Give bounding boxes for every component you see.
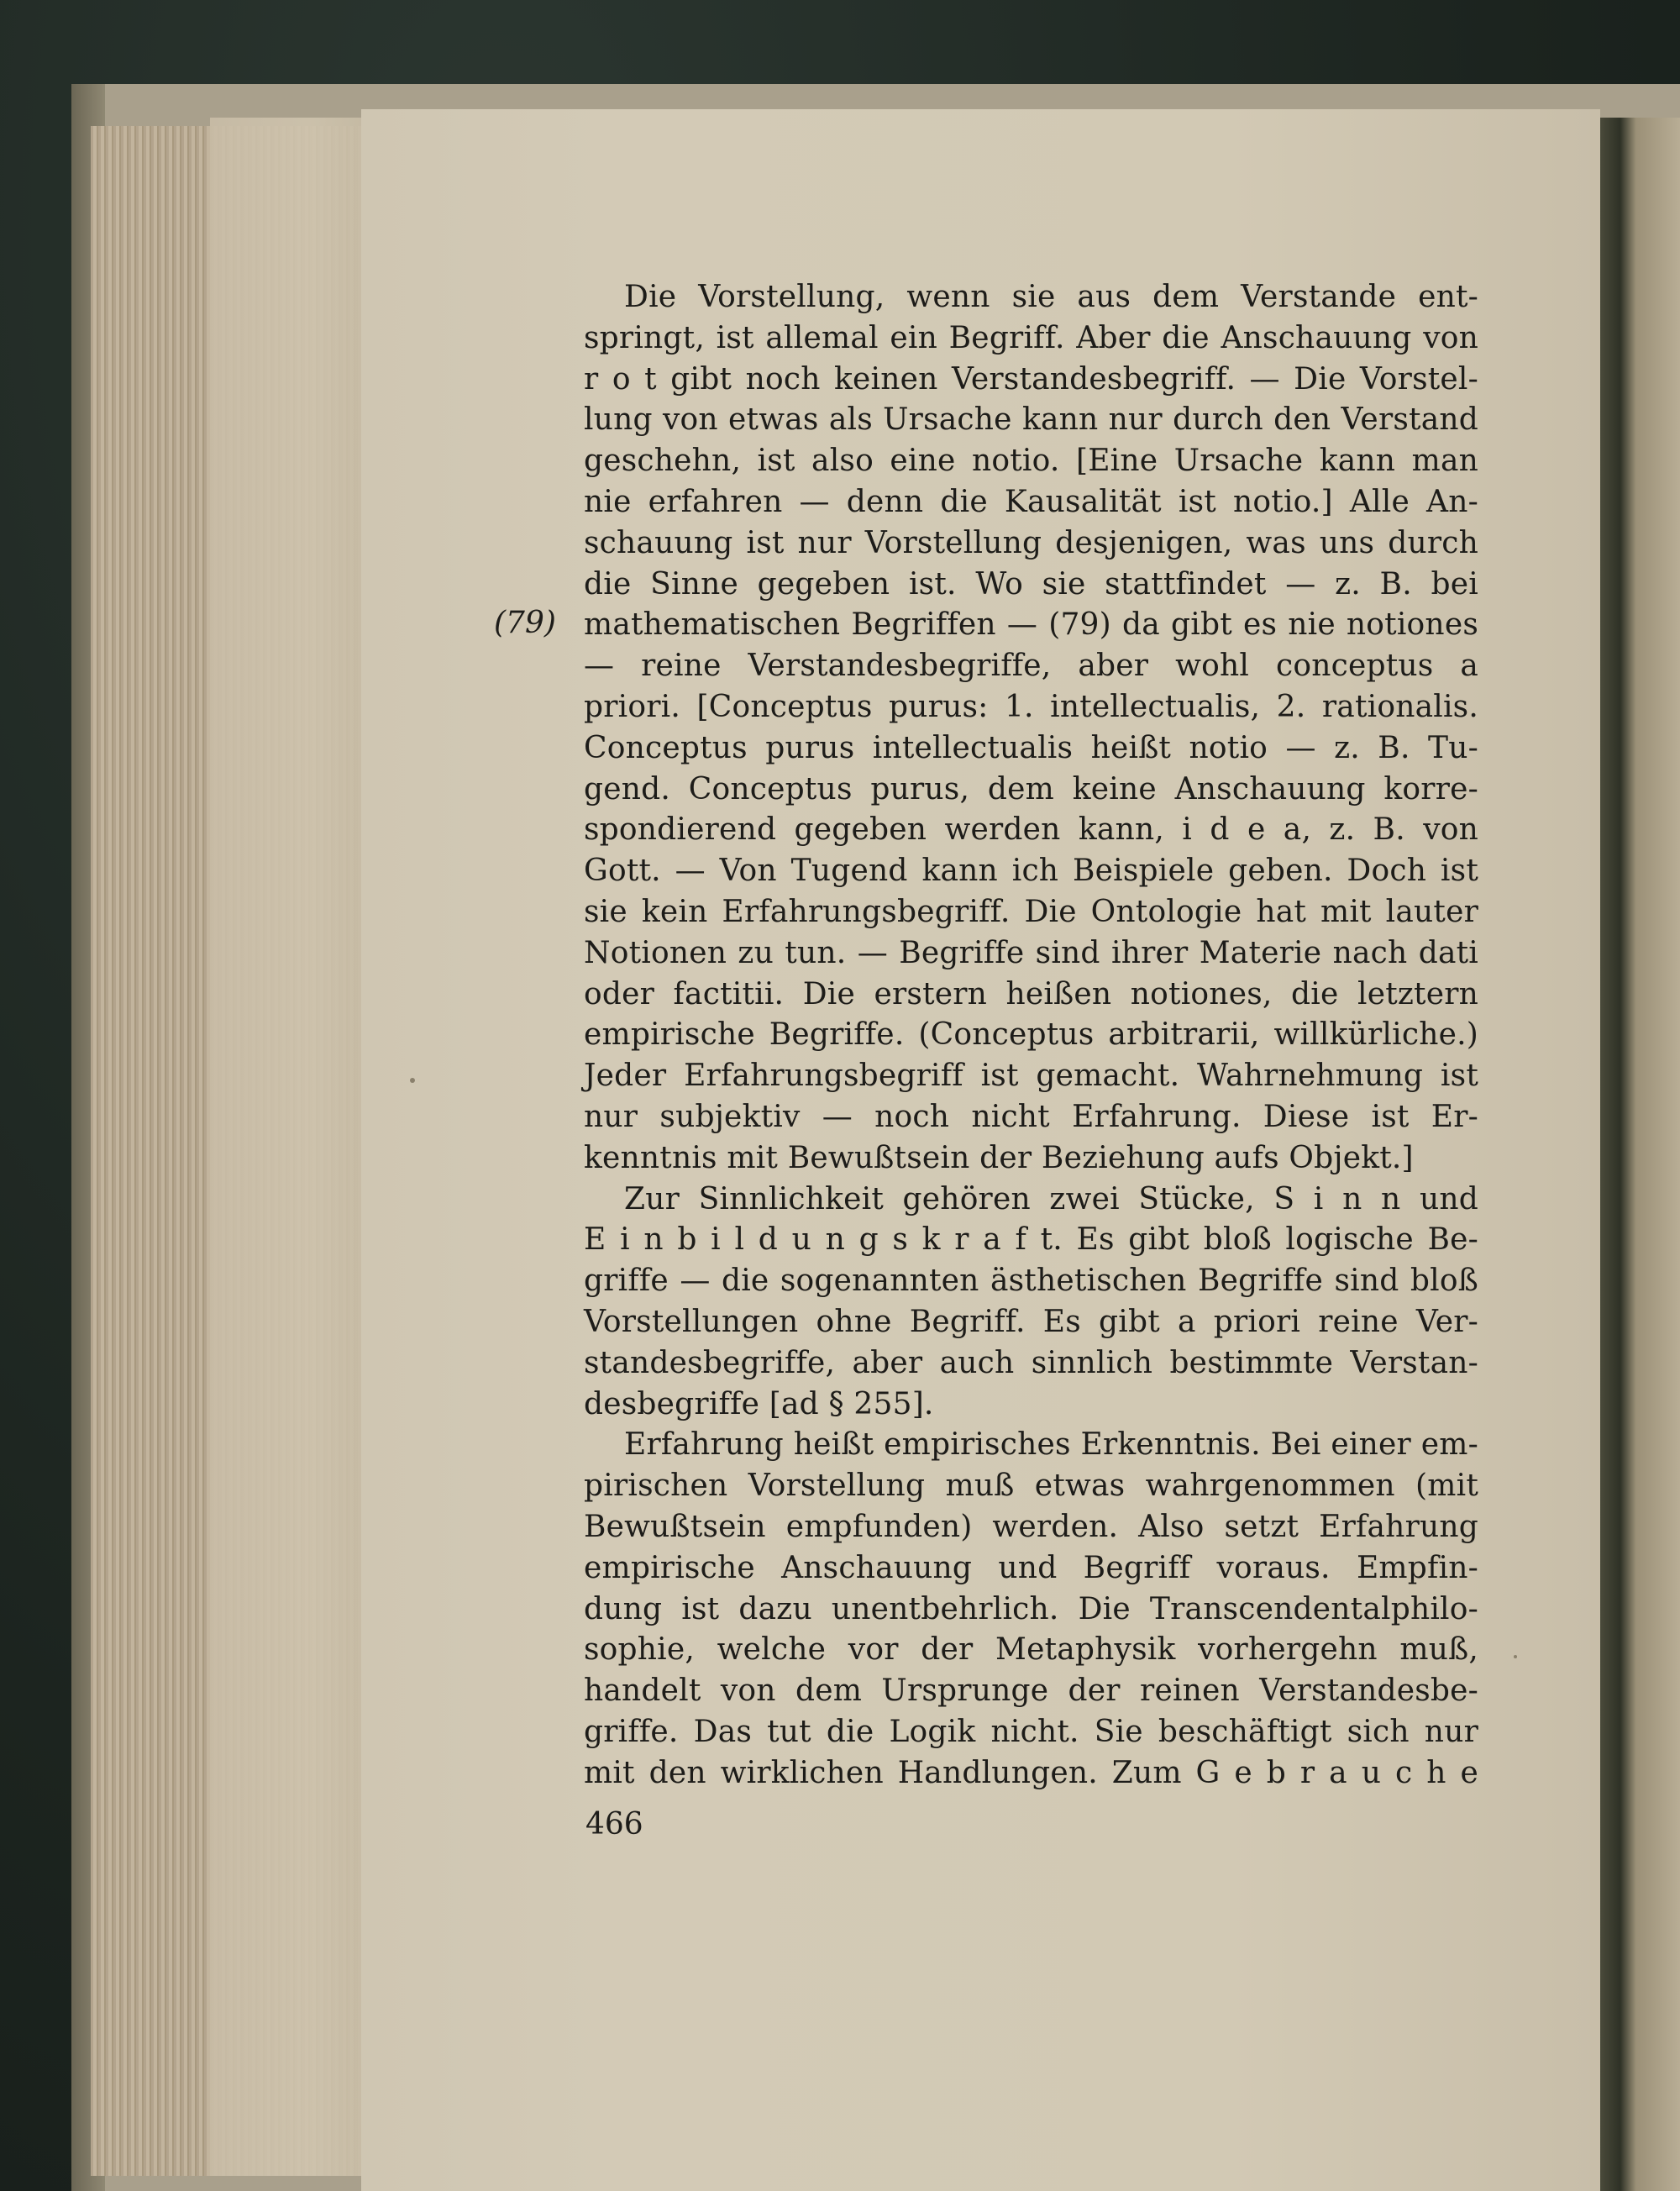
text-line: die Sinne gegeben ist. Wo sie stattfindet — z. B. bei bbox=[584, 566, 1478, 602]
text-line: standesbegriffe, aber auch sinnlich bestimmte Verstan- bbox=[584, 1345, 1478, 1380]
body-text bbox=[584, 277, 1478, 1794]
text-line: mit den wirklichen Handlungen. Zum G e b r a u c h e bbox=[584, 1755, 1478, 1790]
paragraph bbox=[584, 277, 1478, 1180]
text-line: Jeder Erfahrungsbegriff ist gemacht. Wahrnehmung ist bbox=[584, 1059, 1478, 1094]
text-line: springt, ist allemal ein Begriff. Aber die Anschauung von bbox=[584, 320, 1478, 355]
text-line: Bewußtsein empfunden) werden. Also setzt Erfahrung bbox=[584, 1509, 1478, 1544]
text-line: desbegriffe [ad § 255]. bbox=[584, 1386, 934, 1421]
margin-page-reference: (79) bbox=[494, 606, 556, 640]
text-line: griffe. Das tut die Logik nicht. Sie beschäftigt sich nur bbox=[584, 1714, 1478, 1749]
text-line: Erfahrung heißt empirisches Erkenntnis. Bei einer em- bbox=[624, 1427, 1478, 1463]
text-line: priori. [Conceptus purus: 1. intellectualis, 2. rationalis. bbox=[584, 689, 1478, 724]
text-line: Gott. — Von Tugend kann ich Beispiele geben. Doch ist bbox=[584, 854, 1478, 889]
text-line: nie erfahren — denn die Kausalität ist notio.] Alle An- bbox=[584, 484, 1478, 519]
paper-speck bbox=[1514, 1655, 1517, 1658]
text-line: sophie, welche vor der Metaphysik vorhergehn muß, bbox=[584, 1632, 1478, 1668]
page-number: 466 bbox=[585, 1807, 643, 1842]
paper-speck bbox=[410, 1078, 415, 1083]
text-line: dung ist dazu unentbehrlich. Die Transcendentalphilo- bbox=[584, 1591, 1478, 1626]
text-line: geschehn, ist also eine notio. [Eine Ursache kann man bbox=[584, 444, 1478, 479]
text-line: spondierend gegeben werden kann, i d e a, z. B. von bbox=[584, 812, 1478, 848]
book-gutter bbox=[1600, 118, 1680, 2191]
text-line: handelt von dem Ursprunge der reinen Verstandesbe- bbox=[584, 1673, 1478, 1709]
page-edges-inner bbox=[210, 118, 378, 2176]
text-line: griffe — die sogenannten ästhetischen Begriffe sind bloß bbox=[584, 1264, 1478, 1299]
text-line: Vorstellungen ohne Begriff. Es gibt a priori reine Ver- bbox=[584, 1304, 1478, 1339]
text-line: lung von etwas als Ursache kann nur durch den Verstand bbox=[584, 402, 1478, 438]
text-line: pirischen Vorstellung muß etwas wahrgenommen (mit bbox=[584, 1469, 1478, 1504]
text-line: empirische Anschauung und Begriff voraus. Empfin- bbox=[584, 1550, 1478, 1585]
text-line: Conceptus purus intellectualis heißt notio — z. B. Tu- bbox=[584, 730, 1478, 765]
text-line: kenntnis mit Bewußtsein der Beziehung aufs Objekt.] bbox=[584, 1140, 1414, 1175]
paragraph bbox=[584, 1180, 1478, 1426]
text-line: Die Vorstellung, wenn sie aus dem Verstande ent- bbox=[624, 280, 1478, 314]
text-line: oder factitii. Die erstern heißen notiones, die letztern bbox=[584, 976, 1478, 1011]
text-line: Notionen zu tun. — Begriffe sind ihrer Materie nach dati bbox=[584, 935, 1478, 970]
text-line: nur subjektiv — noch nicht Erfahrung. Diese ist Er- bbox=[584, 1099, 1478, 1134]
text-line: sie kein Erfahrungsbegriff. Die Ontologie hat mit lauter bbox=[584, 894, 1478, 929]
text-line: empirische Begriffe. (Conceptus arbitrarii, willkürliche.) bbox=[584, 1017, 1478, 1053]
text-line: gend. Conceptus purus, dem keine Anschauung korre- bbox=[584, 771, 1478, 807]
text-line: — reine Verstandesbegriffe, aber wohl conceptus a bbox=[584, 649, 1478, 684]
text-line: Zur Sinnlichkeit gehören zwei Stücke, S i n n und bbox=[624, 1181, 1478, 1216]
text-line: schauung ist nur Vorstellung desjenigen, was uns durch bbox=[584, 525, 1478, 560]
text-line: mathematischen Begriffen — (79) da gibt es nie notiones bbox=[584, 607, 1478, 643]
text-line: r o t gibt noch keinen Verstandesbegriff. — Die Vorstel- bbox=[584, 361, 1478, 397]
text-line: E i n b i l d u n g s k r a f t. Es gibt bloß logische Be- bbox=[584, 1222, 1478, 1258]
paragraph bbox=[584, 1425, 1478, 1794]
